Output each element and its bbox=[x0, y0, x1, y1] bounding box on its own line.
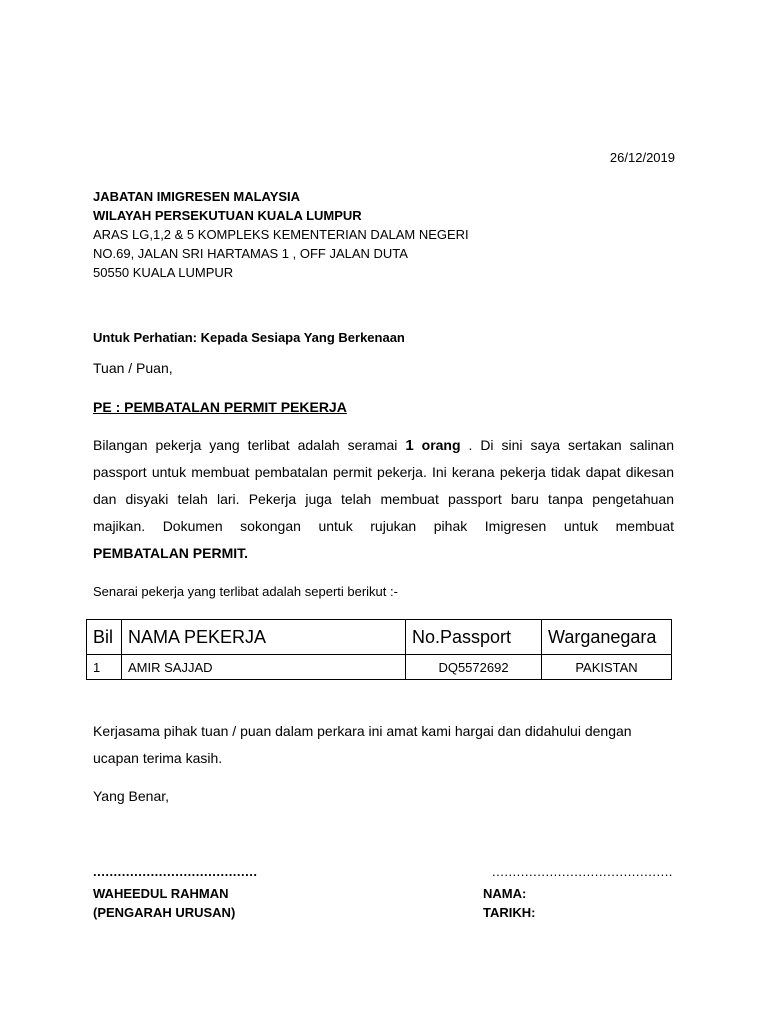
cell-nama: AMIR SAJJAD bbox=[122, 655, 406, 680]
header-warganegara: Warganegara bbox=[542, 620, 672, 655]
recipient-line-4: NO.69, JALAN SRI HARTAMAS 1 , OFF JALAN DUTA bbox=[93, 246, 408, 261]
signature-line-left: ........................................ bbox=[93, 864, 258, 879]
sign-off: Yang Benar, bbox=[93, 788, 170, 804]
body-line-1-pre: Bilangan pekerja yang terlibat adalah seramai bbox=[93, 437, 398, 453]
cell-passport: DQ5572692 bbox=[406, 655, 542, 680]
header-bil: Bil bbox=[87, 620, 122, 655]
acknowledgement-block bbox=[483, 884, 535, 922]
attention-line: Untuk Perhatian: Kepada Sesiapa Yang Berkenaan bbox=[93, 330, 405, 345]
body-line-2: passport untuk membuat pembatalan permit pekerja. Ini kerana pekerja tidak dapat dikesan bbox=[93, 464, 674, 480]
closing-line-1: Kerjasama pihak tuan / puan dalam perkara ini amat kami hargai dan didahului dengan bbox=[93, 723, 632, 739]
signatory-name: WAHEEDUL RAHMAN bbox=[93, 886, 229, 901]
recipient-address bbox=[93, 187, 469, 282]
body-line-5: PEMBATALAN PERMIT. bbox=[93, 545, 249, 561]
list-intro: Senarai pekerja yang terlibat adalah seperti berikut :- bbox=[93, 584, 398, 599]
ack-tarikh-label: TARIKH: bbox=[483, 905, 536, 920]
body-line-1 bbox=[93, 432, 674, 459]
ack-nama-label: NAMA: bbox=[483, 886, 527, 901]
salutation: Tuan / Puan, bbox=[93, 360, 173, 376]
recipient-line-5: 50550 KUALA LUMPUR bbox=[93, 265, 234, 280]
closing-paragraph bbox=[93, 718, 674, 772]
worker-count-unit: orang bbox=[421, 437, 461, 453]
signature-line-right: ............................................ bbox=[492, 864, 673, 879]
cell-warganegara: PAKISTAN bbox=[542, 655, 672, 680]
recipient-line-1: JABATAN IMIGRESEN MALAYSIA bbox=[93, 189, 301, 204]
letter-date: 26/12/2019 bbox=[609, 150, 675, 165]
body-line-1-post: . Di sini saya sertakan salinan bbox=[468, 437, 674, 453]
body-line-4: majikan. Dokumen sokongan untuk rujukan pihak Imigresen untuk membuat bbox=[93, 518, 674, 534]
closing-line-2: ucapan terima kasih. bbox=[93, 750, 223, 766]
recipient-line-3: ARAS LG,1,2 & 5 KOMPLEKS KEMENTERIAN DALAM NEGERI bbox=[93, 227, 469, 242]
subject-line: PE : PEMBATALAN PERMIT PEKERJA bbox=[93, 399, 347, 415]
signatory-title: (PENGARAH URUSAN) bbox=[93, 905, 236, 920]
worker-count: 1 bbox=[405, 437, 414, 454]
signatory-block bbox=[93, 884, 235, 922]
table-row bbox=[87, 655, 672, 680]
worker-table bbox=[86, 619, 672, 680]
recipient-line-2: WILAYAH PERSEKUTUAN KUALA LUMPUR bbox=[93, 208, 362, 223]
body-paragraph bbox=[93, 432, 674, 567]
cell-bil: 1 bbox=[87, 655, 122, 680]
body-line-3: dan disyaki telah lari. Pekerja juga telah membuat passport baru tanpa pengetahuan bbox=[93, 491, 674, 507]
header-nama-pekerja: NAMA PEKERJA bbox=[122, 620, 406, 655]
table-header-row bbox=[87, 620, 672, 655]
header-passport: No.Passport bbox=[406, 620, 542, 655]
